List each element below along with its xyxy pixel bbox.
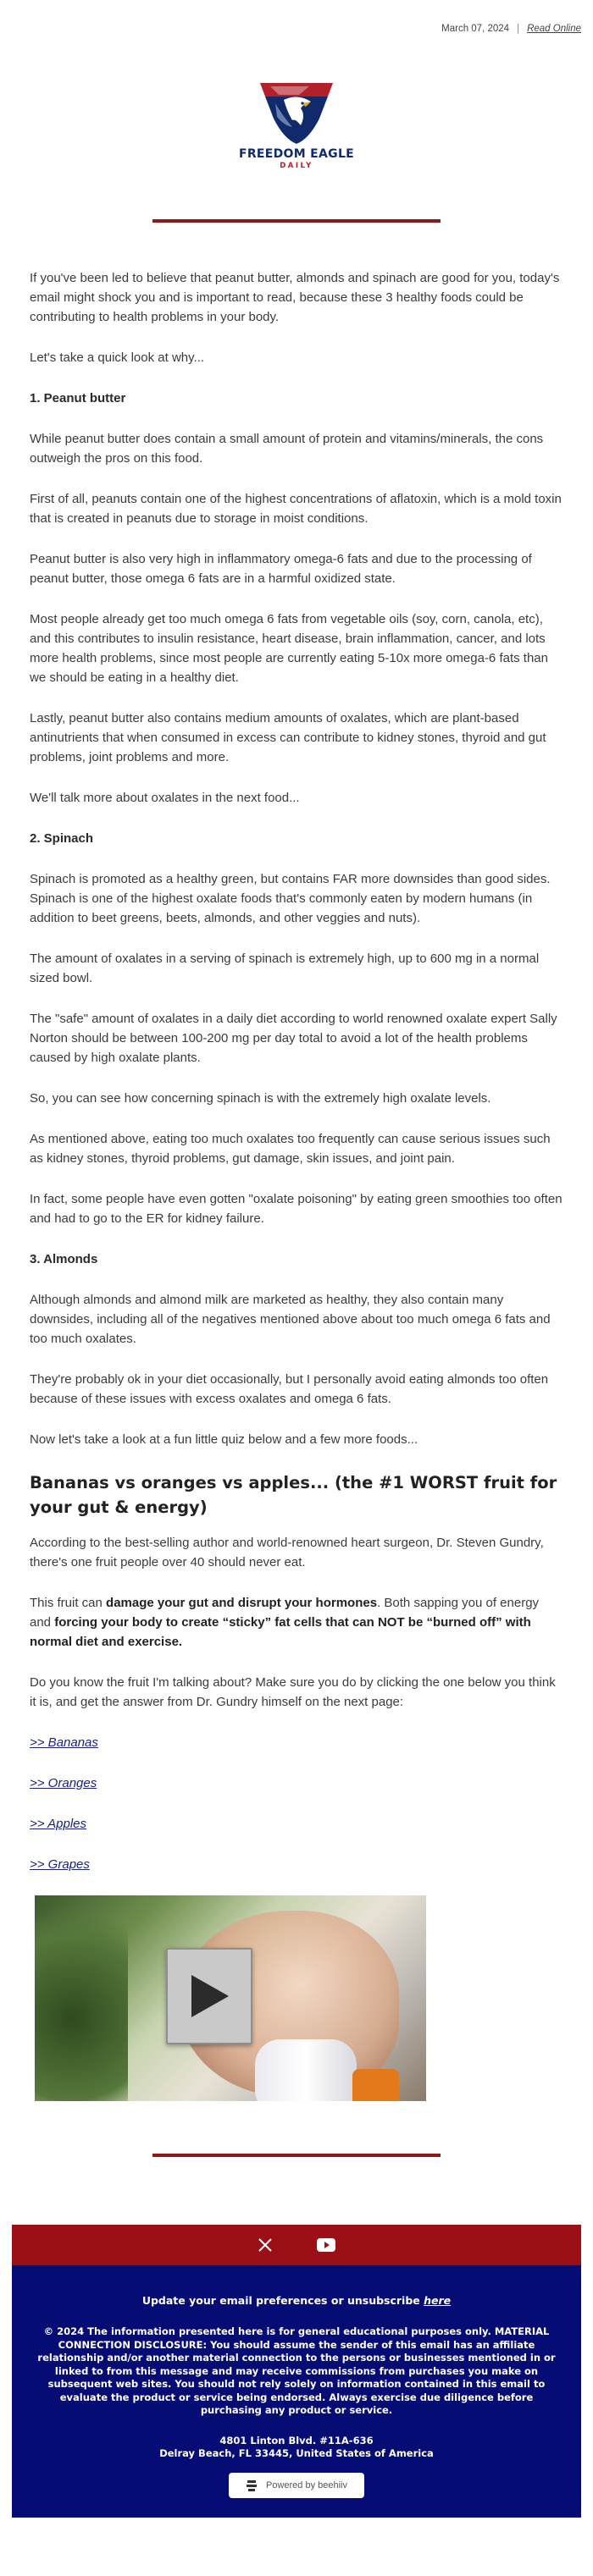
paragraph: The amount of oxalates in a serving of spinach is extremely high, up to 600 mg in a normal sized bowl. xyxy=(30,952,540,985)
paragraph: They're probably ok in your diet occasionally, but I personally avoid eating almonds too often because of these issues with excess oxalates and omega 6 fats. xyxy=(30,1372,549,1406)
bottle-image xyxy=(255,2039,357,2101)
x-icon[interactable] xyxy=(258,2237,273,2253)
legal-disclosure: © 2024 The information presented here is for general educational purposes only. MATERIAL CONNECTION DISCLOSURE: You should assume the sender of this email has an affiliate relationship and/or another material connection to the persons or businesses mentioned in or linked to from this message and may receive commissions from purchases you make on subsequent web sites. You should not rely solely on information contained in this email to evaluate the product or service being endorsed. Always exercise due diligence before purchasing any product or service. xyxy=(37,2325,556,2416)
paragraph: So, you can see how concerning spinach is with the extremely high oxalate levels. xyxy=(30,1091,491,1106)
text-span: This fruit can xyxy=(30,1596,107,1610)
divider-bottom xyxy=(152,2154,441,2157)
paragraph: Although almonds and almond milk are marketed as healthy, they also contain many downsides, including all of the negatives mentioned above about too much omega 6 fats and too much oxalates. xyxy=(30,1293,551,1346)
paragraph: Now let's take a look at a fun little quiz below and a few more foods... xyxy=(30,1432,418,1447)
youtube-icon[interactable] xyxy=(317,2238,335,2252)
issue-date: March 07, 2024 xyxy=(441,24,510,34)
paragraph: Lastly, peanut butter also contains medium amounts of oxalates, which are plant-based antinutrients that when consumed in excess can contribute to kidney stones, thyroid and gut problems, joint problems and more. xyxy=(30,711,546,764)
background-foliage xyxy=(35,1895,128,2101)
paragraph: First of all, peanuts contain one of the highest concentrations of aflatoxin, which is a mold toxin that is created in peanuts due to storage in moist conditions. xyxy=(30,492,562,526)
read-online-link[interactable]: Read Online xyxy=(527,24,581,34)
beehiiv-icon xyxy=(246,2479,258,2492)
footer xyxy=(12,2225,581,2518)
powered-by-text: Powered by beehiiv xyxy=(265,2479,347,2491)
address-line-1: 4801 Linton Blvd. #11A-636 xyxy=(219,2434,374,2446)
paragraph: Peanut butter is also very high in inflammatory omega-6 fats and due to the processing of peanut butter, those omega 6 fats are in a harmful oxidized state. xyxy=(30,552,532,586)
powered-by-badge[interactable] xyxy=(229,2473,364,2498)
promo-heading: Bananas vs oranges vs apples... (the #1 WORST fruit for your gut & energy) xyxy=(30,1473,557,1517)
section-title-spinach: 2. Spinach xyxy=(30,831,94,846)
promo-paragraph-bold xyxy=(30,1593,563,1652)
bottle-cap-image xyxy=(352,2069,399,2101)
intro-paragraph: If you've been led to believe that peanut butter, almonds and spinach are good for you, today's email might shock you and is important to read, because these 3 healthy foods could be contributing to health problems in your body. xyxy=(30,271,560,324)
section-title-peanut-butter: 1. Peanut butter xyxy=(30,391,126,405)
play-icon xyxy=(188,1973,230,2019)
prefs-text: Update your email preferences or unsubscribe xyxy=(141,2294,424,2307)
divider-top xyxy=(152,219,441,223)
quiz-option-bananas[interactable]: >> Bananas xyxy=(30,1735,98,1750)
section-title-almonds: 3. Almonds xyxy=(30,1252,98,1266)
social-bar xyxy=(12,2225,581,2265)
paragraph: Most people already get too much omega 6 fats from vegetable oils (soy, corn, canola, etc), and this contributes to insulin resistance, heart disease, brain inflammation, cancer, and lots more health problems, since most people are currently eating 5-10x more omega-6 fats than we should be eating in a healthy diet. xyxy=(30,612,548,685)
brand-name: FREEDOM EAGLE xyxy=(238,147,355,161)
paragraph: The "safe" amount of oxalates in a daily diet according to world renowned oxalate expert Sally Norton should be between 100-200 mg per day total to avoid a lot of the health problems caused by high oxalate plants. xyxy=(30,1012,557,1065)
quiz-option-grapes[interactable]: >> Grapes xyxy=(30,1857,90,1872)
address-line-2: Delray Beach, FL 33445, United States of America xyxy=(159,2447,434,2459)
promo-paragraph: Do you know the fruit I'm talking about? Make sure you do by clicking the one below you think it is, and get the answer from Dr. Gundry himself on the next page: xyxy=(30,1675,556,1709)
brand-logo[interactable] xyxy=(229,78,364,170)
lead-in-paragraph: Let's take a quick look at why... xyxy=(30,350,205,365)
brand-subtitle: DAILY xyxy=(280,162,313,170)
paragraph: As mentioned above, eating too much oxalates too frequently can cause serious issues such as kidney stones, thyroid problems, gut damage, skin issues, and joint pain. xyxy=(30,1132,551,1166)
paragraph: We'll talk more about oxalates in the next food... xyxy=(30,791,300,805)
date-line xyxy=(441,24,581,34)
paragraph: In fact, some people have even gotten "oxalate poisoning" by eating green smoothies too often and had to go to the ER for kidney failure. xyxy=(30,1192,563,1226)
bold-span: damage your gut and disrupt your hormones xyxy=(106,1596,378,1610)
promo-paragraph: According to the best-selling author and world-renowned heart surgeon, Dr. Steven Gundry, there's one fruit people over 40 should never eat. xyxy=(30,1536,544,1569)
paragraph: While peanut butter does contain a small amount of protein and vitamins/minerals, the cons outweigh the pros on this food. xyxy=(30,432,544,466)
mailing-address xyxy=(12,2435,581,2461)
video-thumbnail[interactable] xyxy=(35,1895,426,2101)
email-preferences xyxy=(12,2294,581,2307)
quiz-option-oranges[interactable]: >> Oranges xyxy=(30,1776,97,1790)
text-span: . Both sapping you of energy and xyxy=(30,1596,540,1630)
article-body xyxy=(0,268,593,2101)
quiz-option-apples[interactable]: >> Apples xyxy=(30,1817,86,1831)
unsubscribe-link[interactable]: here xyxy=(424,2294,452,2307)
eagle-shield-logo-icon xyxy=(258,78,335,146)
play-button[interactable] xyxy=(166,1948,252,2044)
top-bar xyxy=(0,0,593,34)
separator: | xyxy=(517,24,520,34)
paragraph: Spinach is promoted as a healthy green, but contains FAR more downsides than good sides. Spinach is one of the highest oxalate foods that's commonly eaten by modern humans (in addition to beet greens, beets, almonds, and other veggies and nuts). xyxy=(30,872,551,925)
bold-span: forcing your body to create “sticky” fat cells that can NOT be “burned off” with normal diet and exercise. xyxy=(30,1615,531,1649)
